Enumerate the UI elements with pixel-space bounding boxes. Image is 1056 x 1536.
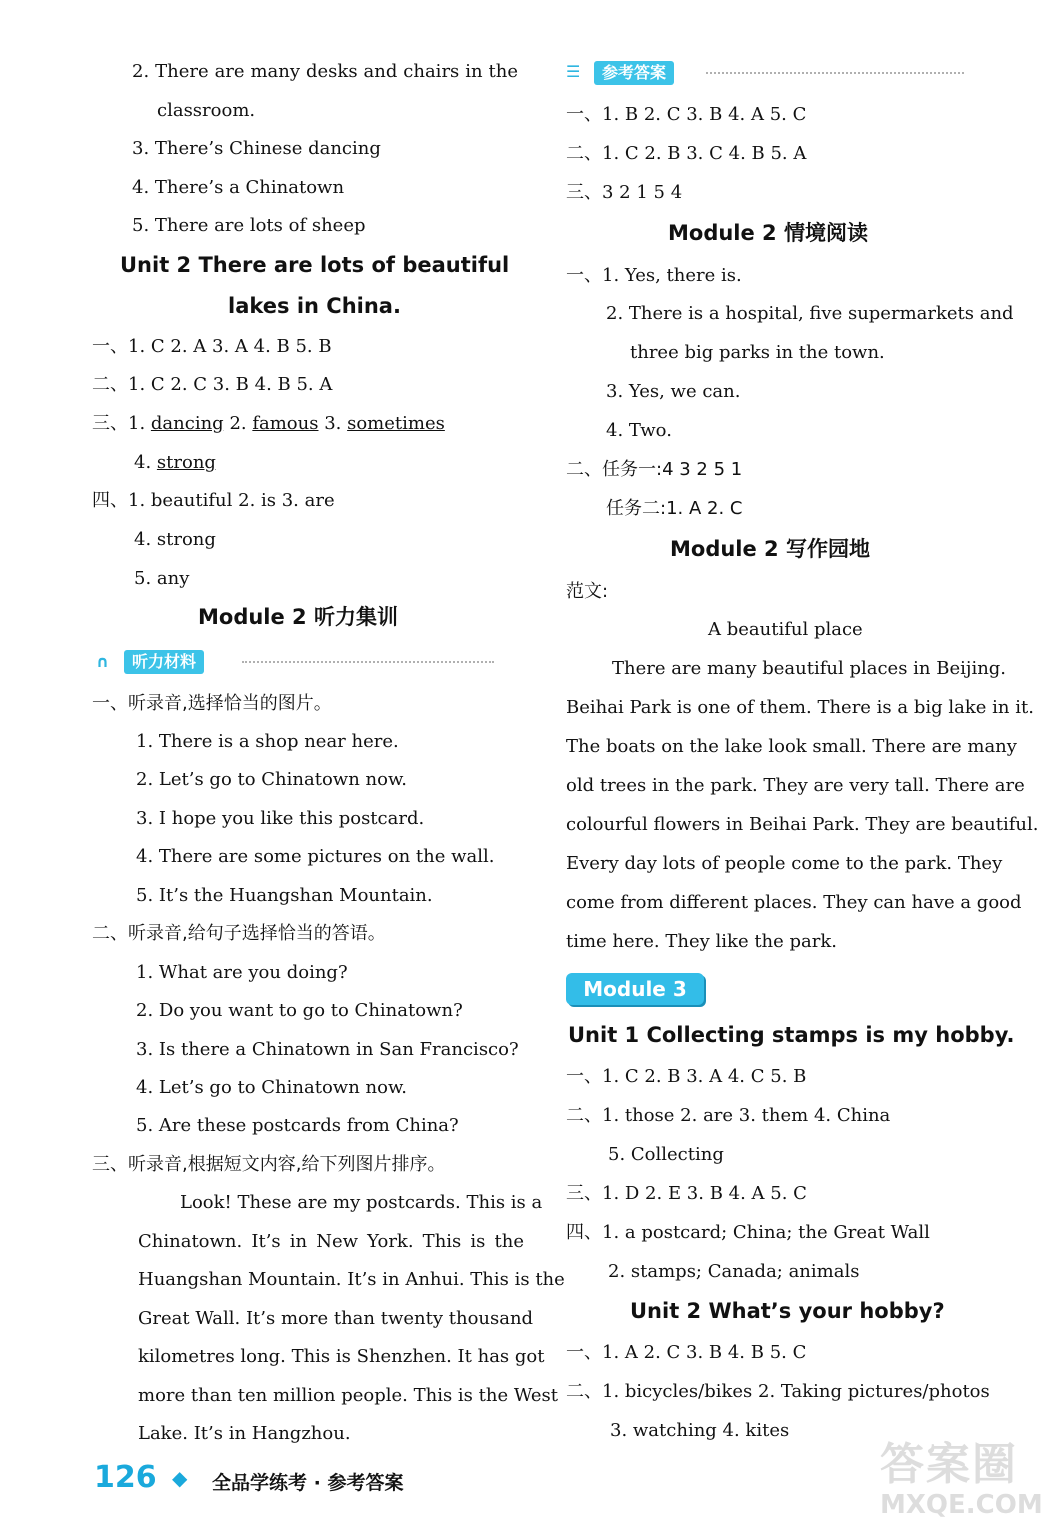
unit-title-continued: lakes in China.	[228, 294, 401, 318]
answer-line: 4. Two.	[606, 420, 672, 441]
reference-answer-banner: 参考答案	[594, 61, 674, 85]
answer-line: classroom.	[157, 100, 256, 121]
passage-line: Great Wall. It’s more than twenty thousand	[138, 1308, 534, 1329]
answer-line: 一、1. Yes, there is.	[566, 265, 742, 286]
divider	[706, 72, 964, 74]
section-title: Module 2 写作园地	[670, 537, 870, 561]
transcript-line: 5. It’s the Huangshan Mountain.	[136, 885, 433, 906]
answer-line: 4. There’s a Chinatown	[132, 177, 345, 198]
answer-line: 二、1. C 2. C 3. B 4. B 5. A	[92, 374, 333, 395]
transcript-line: 3. I hope you like this postcard.	[136, 808, 425, 829]
answer-line: 2. There are many desks and chairs in the	[132, 61, 518, 82]
unit-title: Unit 2 What’s your hobby?	[630, 1299, 945, 1323]
essay-line: time here. They like the park.	[566, 931, 838, 952]
answer-line: three big parks in the town.	[630, 342, 885, 363]
answer-line: 二、任务一:4 3 2 5 1	[566, 459, 743, 480]
answer-line: 三、1. D 2. E 3. B 4. A 5. C	[566, 1183, 807, 1204]
answer-line: 一、1. C 2. A 3. A 4. B 5. B	[92, 336, 332, 357]
essay-line: The boats on the lake look small. There are many	[566, 736, 1017, 757]
answer-line: 一、1. B 2. C 3. B 4. A 5. C	[566, 104, 807, 125]
answer-line: 4. strong	[134, 529, 216, 550]
answer-line: 三、3 2 1 5 4	[566, 182, 683, 203]
answer-prefix: 三、1.	[92, 413, 151, 434]
answer-sep: 3.	[318, 413, 348, 434]
answer-line: 3. There’s Chinese dancing	[132, 138, 381, 159]
page-number: 126	[94, 1460, 157, 1495]
unit-title: Unit 1 Collecting stamps is my hobby.	[568, 1023, 1015, 1047]
watermark-logo-bottom: MXQE.COM	[880, 1490, 1043, 1520]
essay-line: old trees in the park. They are very tall. There are	[566, 775, 1025, 796]
answer-line: 四、1. beautiful 2. is 3. are	[92, 490, 335, 511]
answer-line: 5. Collecting	[608, 1144, 724, 1165]
list-icon: ☰	[566, 62, 581, 81]
filled-word: famous	[252, 413, 319, 434]
question-heading: 一、听录音,选择恰当的图片。	[92, 693, 332, 714]
answer-line: 二、1. those 2. are 3. them 4. China	[566, 1105, 891, 1126]
transcript-line: 3. Is there a Chinatown in San Francisco?	[136, 1039, 519, 1060]
passage-line: kilometres long. This is Shenzhen. It has got	[138, 1346, 545, 1367]
answer-prefix: 4.	[134, 452, 157, 473]
transcript-line: 1. There is a shop near here.	[136, 731, 399, 752]
answer-line: 3. Yes, we can.	[606, 381, 741, 402]
answer-line-fill-in	[92, 412, 445, 436]
module-tag: Module 3	[566, 973, 704, 1005]
question-heading: 三、听录音,根据短文内容,给下列图片排序。	[92, 1154, 446, 1175]
watermark-logo	[880, 1440, 1043, 1520]
section-title: Module 2 听力集训	[198, 605, 398, 629]
answer-line: 一、1. C 2. B 3. A 4. C 5. B	[566, 1066, 807, 1087]
answer-line: 四、1. a postcard; China; the Great Wall	[566, 1222, 930, 1243]
essay-line: Every day lots of people come to the park. They	[566, 853, 1003, 874]
filled-word: dancing	[150, 413, 224, 434]
transcript-line: 2. Do you want to go to Chinatown?	[136, 1000, 463, 1021]
answer-line: 二、1. bicycles/bikes 2. Taking pictures/photos	[566, 1381, 990, 1402]
unit-title: Unit 2 There are lots of beautiful	[120, 253, 510, 277]
book-title: 全品学练考 · 参考答案	[212, 1472, 404, 1494]
essay-line: There are many beautiful places in Beijing.	[612, 658, 1007, 679]
answer-line: 5. any	[134, 568, 190, 589]
essay-line: Beihai Park is one of them. There is a big lake in it.	[566, 697, 1034, 718]
essay-line: colourful flowers in Beihai Park. They are beautiful.	[566, 814, 1039, 835]
watermark-logo-top: 答案圈	[880, 1439, 1018, 1490]
essay-title: A beautiful place	[708, 619, 863, 640]
answer-line: 2. stamps; Canada; animals	[608, 1261, 860, 1282]
answer-line: 5. There are lots of sheep	[132, 215, 366, 236]
filled-word: sometimes	[347, 413, 445, 434]
transcript-line: 4. There are some pictures on the wall.	[136, 846, 495, 867]
passage-line: Chinatown. It’s in New York. This is the	[138, 1231, 524, 1252]
essay-line: come from different places. They can have a good	[566, 892, 1022, 913]
answer-line: 3. watching 4. kites	[610, 1420, 790, 1441]
section-title: Module 2 情境阅读	[668, 221, 868, 245]
transcript-line: 4. Let’s go to Chinatown now.	[136, 1077, 407, 1098]
answer-line: 2. There is a hospital, five supermarkets and	[606, 303, 1014, 324]
filled-word: strong	[156, 452, 216, 473]
divider	[242, 661, 494, 663]
headphones-icon: ∩	[96, 652, 109, 671]
transcript-line: 2. Let’s go to Chinatown now.	[136, 769, 407, 790]
passage-line: Lake. It’s in Hangzhou.	[138, 1423, 351, 1444]
answer-line-fill-in	[134, 451, 216, 475]
diamond-icon: ◆	[172, 1466, 188, 1490]
question-heading: 二、听录音,给句子选择恰当的答语。	[92, 923, 386, 944]
transcript-line: 1. What are you doing?	[136, 962, 348, 983]
passage-line: more than ten million people. This is the West	[138, 1385, 558, 1406]
passage-line: Look! These are my postcards. This is a	[180, 1192, 543, 1213]
answer-line: 任务二:1. A 2. C	[606, 498, 743, 519]
answer-line: 一、1. A 2. C 3. B 4. B 5. C	[566, 1342, 807, 1363]
answer-sep: 2.	[223, 413, 253, 434]
transcript-line: 5. Are these postcards from China?	[136, 1115, 459, 1136]
listening-material-banner: 听力材料	[124, 650, 204, 674]
sample-essay-label: 范文:	[566, 581, 609, 602]
passage-line: Huangshan Mountain. It’s in Anhui. This is the	[138, 1269, 565, 1290]
answer-line: 二、1. C 2. B 3. C 4. B 5. A	[566, 143, 807, 164]
